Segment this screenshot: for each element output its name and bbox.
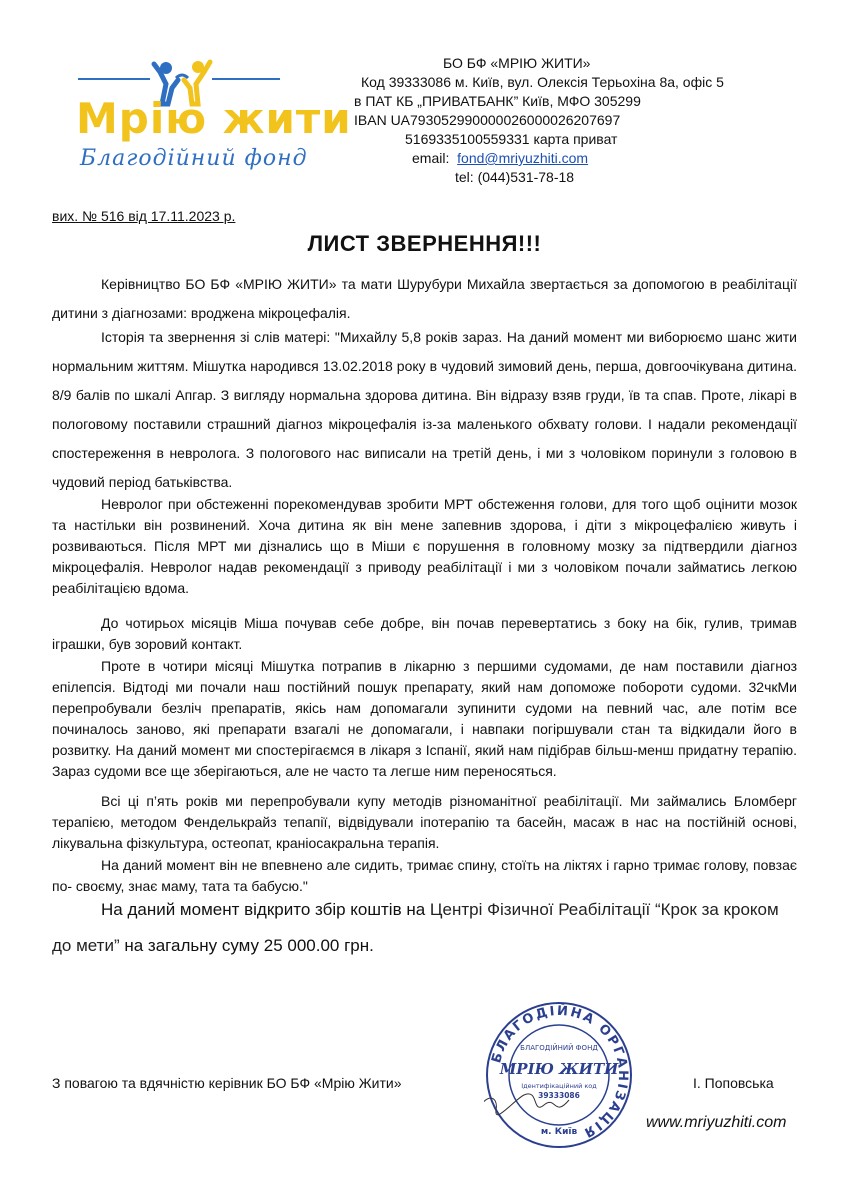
logo-line-left	[78, 78, 150, 80]
org-tel: tel: (044)531-78-18	[455, 169, 575, 185]
logo-subtitle: Благодійний фонд	[80, 146, 308, 171]
paragraph-intro: Керівництво БО БФ «МРІЮ ЖИТИ» та мати Шурубури Михайла звертається за допомогою в реабілітації дитини з діагнозами: вроджена мікроцефалія.	[52, 276, 797, 321]
stamp-code-label: Ідентифікаційний код	[521, 1082, 597, 1090]
stamp-brand: МРІЮ ЖИТИ	[499, 1060, 619, 1078]
paragraph-four-months: До чотирьох місяців Міша почував себе добре, він почав перевертатись з боку на бік, гулив, тримав іграшки, був зоровий контакт.	[52, 615, 797, 652]
outgoing-number: вих. № 516 від 17.11.2023 р.	[52, 208, 236, 224]
stamp-top-small: БЛАГОДІЙНИЙ ФОНД	[520, 1044, 598, 1052]
paragraph-current-state: На даний момент він не впевнено але сидить, тримає спину, стоїть на ліктях і гарно тримає голову, повзає по- своєму, знає маму, тата та бабусю."	[52, 857, 797, 894]
org-name: БО БФ «МРІЮ ЖИТИ»	[443, 55, 591, 71]
organization-stamp	[484, 1000, 634, 1150]
org-card: 5169335100559331 карта приват	[405, 131, 618, 147]
fundraising-center: Центрі Фізичної Реабілітації “Крок за кроком до мети”	[52, 900, 779, 955]
signature-name: І. Поповська	[693, 1075, 774, 1091]
paragraph-neurologist: Невролог при обстеженні порекомендував зробити МРТ обстеження голови, для того щоб оцінити мозок та настільки він розвинений. Хоча дитина як він мене запевнив здорова, і діти з мікроцефалією живуть і розвиваються. Після МРТ ми дізнались що в Міши є порушення в головному мозку за підтвердили діагноз мікроцефалія. Невролог надав рекомендації з приводу реабілітації і ми з чоловіком почали займатись легкою реабілітацією вдома.	[52, 496, 797, 596]
stamp-city: м. Київ	[540, 1127, 578, 1137]
logo-line-right	[212, 78, 280, 80]
paragraph-rehabilitation: Всі ці п’ять років ми перепробували купу методів різноманітної реабілітації. Ми займались Бломберг терапією, методом Фенделькрайз тепапії, відвідували іпотерапію та басейн, масаж в нас на постійній основі, лікувальна фізкультура, остеопат, краніосакральна терапія.	[52, 793, 797, 851]
website-link[interactable]: www.mriyuzhiti.com	[646, 1114, 787, 1131]
fundraising-amount: на загальну суму 25 000.00 грн.	[124, 936, 374, 955]
stamp-code: 39333086	[538, 1091, 580, 1100]
paragraph-fundraising	[52, 892, 797, 964]
org-email-line	[412, 149, 588, 168]
paragraph-epilepsy: Проте в чотири місяці Мішутка потрапив в лікарню з першими судомами, де нам поставили діагноз епілепсія. Відтоді ми почали наш постійний пошук препарату, який нам допоможе побороти судоми. 32чкМи перепробували безліч препаратів, якісь нам допомагали зупинити судоми на певний час, але потім все починалось заново, які препарати взагалі не допомагали, і навпаки погіршували стан та відкидали його в розвитку. На даний момент ми спостерігаємся в лікаря з Іспанії, який нам підібрав більш-менш придатну терапію. Зараз судоми все ще зберігаються, але не часто та легше ним переносяться.	[52, 658, 797, 779]
email-link[interactable]: fond@mriyuzhiti.com	[457, 150, 589, 166]
email-label: email:	[412, 150, 450, 166]
org-iban: IBAN UA793052990000026000026207697	[354, 112, 621, 128]
letter-title: ЛИСТ ЗВЕРНЕННЯ!!!	[307, 231, 542, 256]
org-code-address: Код 39333086 м. Київ, вул. Олексія Терьохіна 8а, офіс 5	[361, 74, 724, 90]
fundraising-prefix: На даний момент відкрито збір коштів на	[101, 900, 426, 919]
logo-title: Мрію жити	[76, 94, 352, 143]
signature-regards: З повагою та вдячністю керівник БО БФ «Мрію Жити»	[52, 1075, 402, 1091]
stamp-ring-text: БЛАГОДІЙНА ОРГАНІЗАЦІЯ	[489, 1003, 631, 1141]
paragraph-history: Історія та звернення зі слів матері: "Михайлу 5,8 років зараз. На даний момент ми виборюємо шанс жити нормальним життям. Мішутка народився 13.02.2018 року в чудовий зимовий день, перша, довгоочікувана дитина. 8/9 балів по шкалі Апгар. З вигляду нормальна здорова дитина. Він відразу взяв груди, їв та спав. Проте, лікарі в пологовому поставили страшний діагноз мікроцефалія із-за маленького обхвату голови. І надали рекомендації спостереження в невролога. З пологового нас виписали на третій день, і ми з чоловіком поринули з головою в чудовий період батьківства.	[52, 329, 797, 490]
org-bank: в ПАТ КБ „ПРИВАТБАНК” Київ, МФО 305299	[354, 93, 641, 109]
